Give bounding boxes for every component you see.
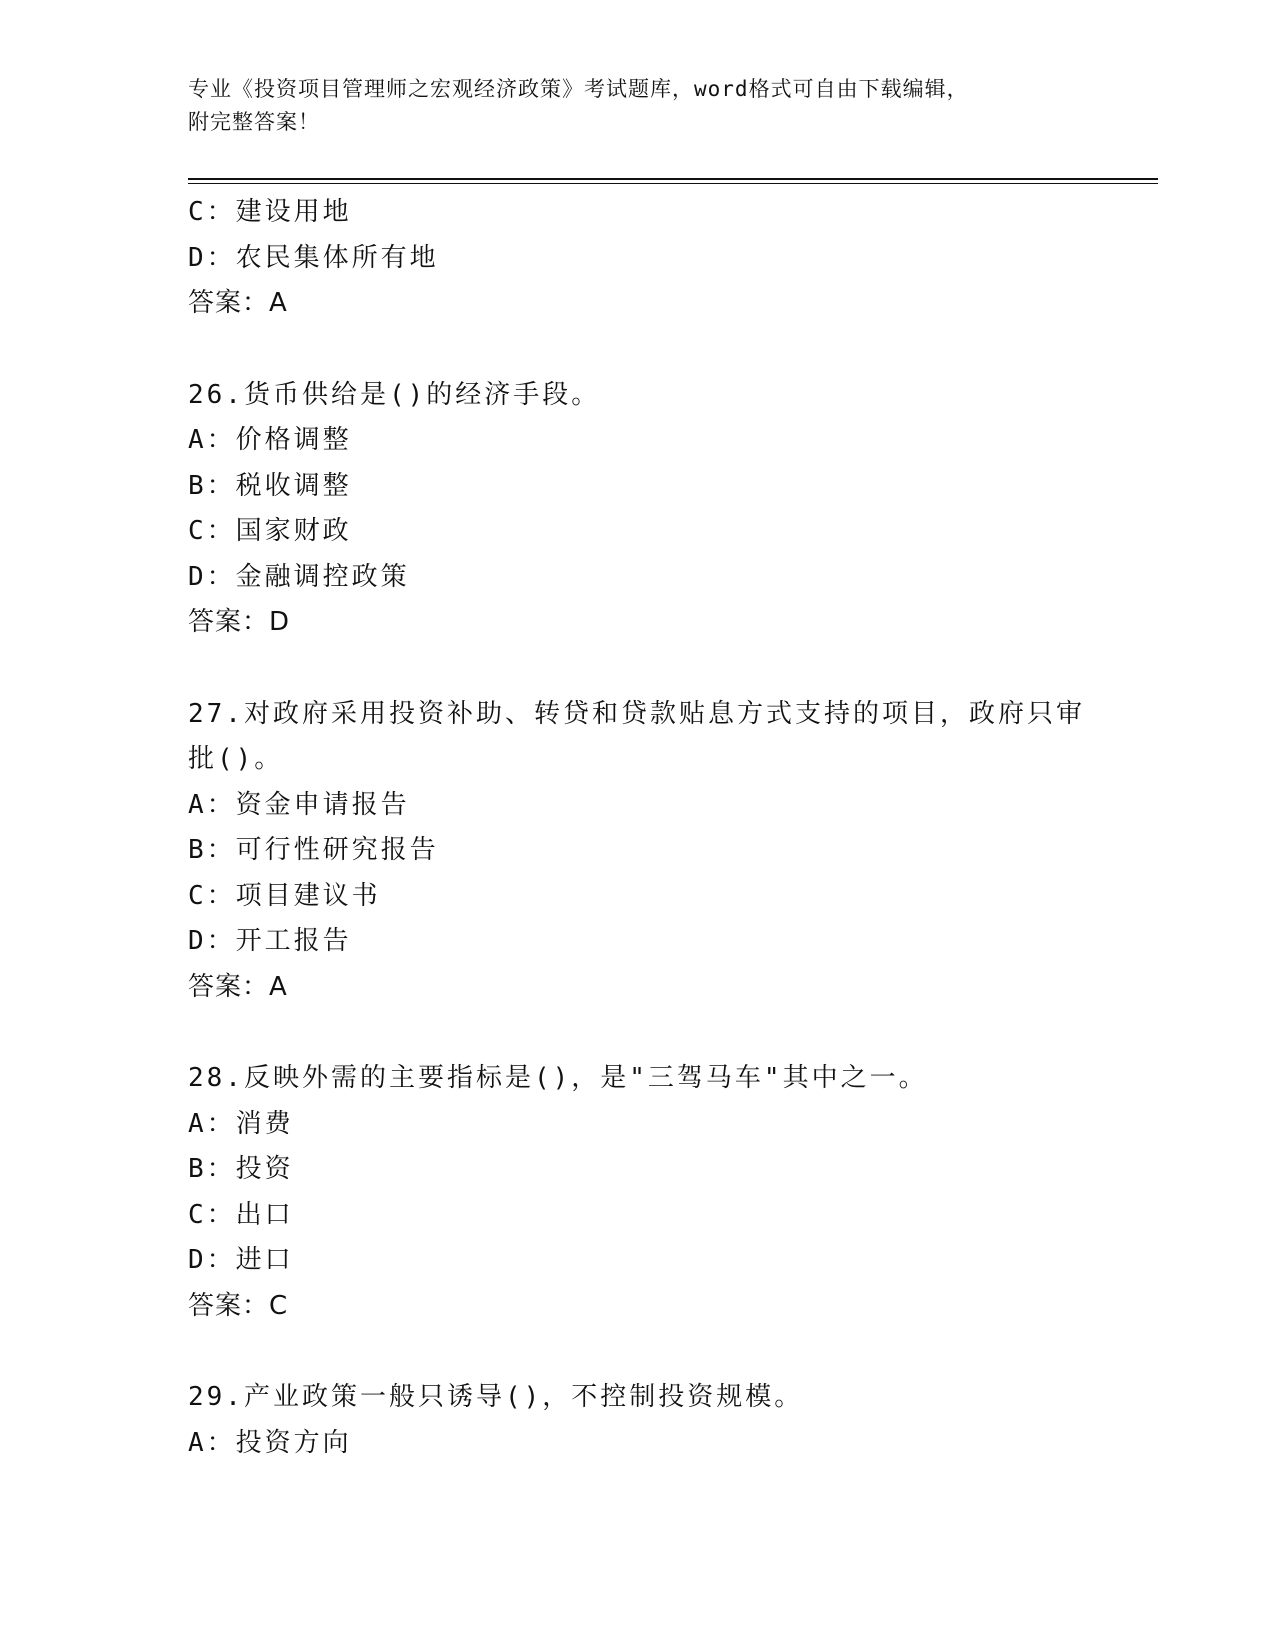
answer-line: 答案：A [188,971,288,1002]
option-b: B：可行性研究报告 [188,835,439,865]
header-line-2: 附完整答案！ [188,110,320,134]
option-a: A：消费 [188,1108,294,1139]
answer-line: 答案：C [188,1290,289,1321]
question-block-28 [188,1056,1158,1329]
option-c: C：项目建议书 [188,880,381,911]
answer-line: 答案：A [188,288,288,318]
question-text: 28.反映外需的主要指标是()，是"三驾马车"其中之一。 [188,1063,928,1093]
option-d: D：金融调控政策 [188,561,410,592]
option-b: B：税收调整 [188,470,352,501]
question-list [188,190,1158,1466]
option-c: C：出口 [188,1199,294,1230]
option-d: D：进口 [188,1245,294,1275]
header-line-1: 专业《投资项目管理师之宏观经济政策》考试题库，word格式可自由下载编辑， [188,77,969,101]
option-a: A：投资方向 [188,1427,352,1458]
answer-line: 答案：D [188,607,291,637]
option-c: C：建设用地 [188,197,352,227]
option-d: D：开工报告 [188,926,352,956]
question-block-25 [188,190,1158,327]
header-divider [188,178,1158,184]
question-block-29 [188,1375,1158,1466]
document-header [188,73,1088,139]
question-block-26 [188,373,1158,646]
option-a: A：资金申请报告 [188,789,410,820]
question-text: 27.对政府采用投资补助、转贷和贷款贴息方式支持的项目，政府只审批()。 [188,698,1085,774]
option-c: C：国家财政 [188,516,352,546]
question-text: 29.产业政策一般只诱导()，不控制投资规模。 [188,1382,804,1412]
option-a: A：价格调整 [188,425,352,455]
question-block-27 [188,692,1158,1011]
option-b: B：投资 [188,1154,294,1184]
question-text: 26.货币供给是()的经济手段。 [188,379,601,410]
option-d: D：农民集体所有地 [188,242,439,273]
